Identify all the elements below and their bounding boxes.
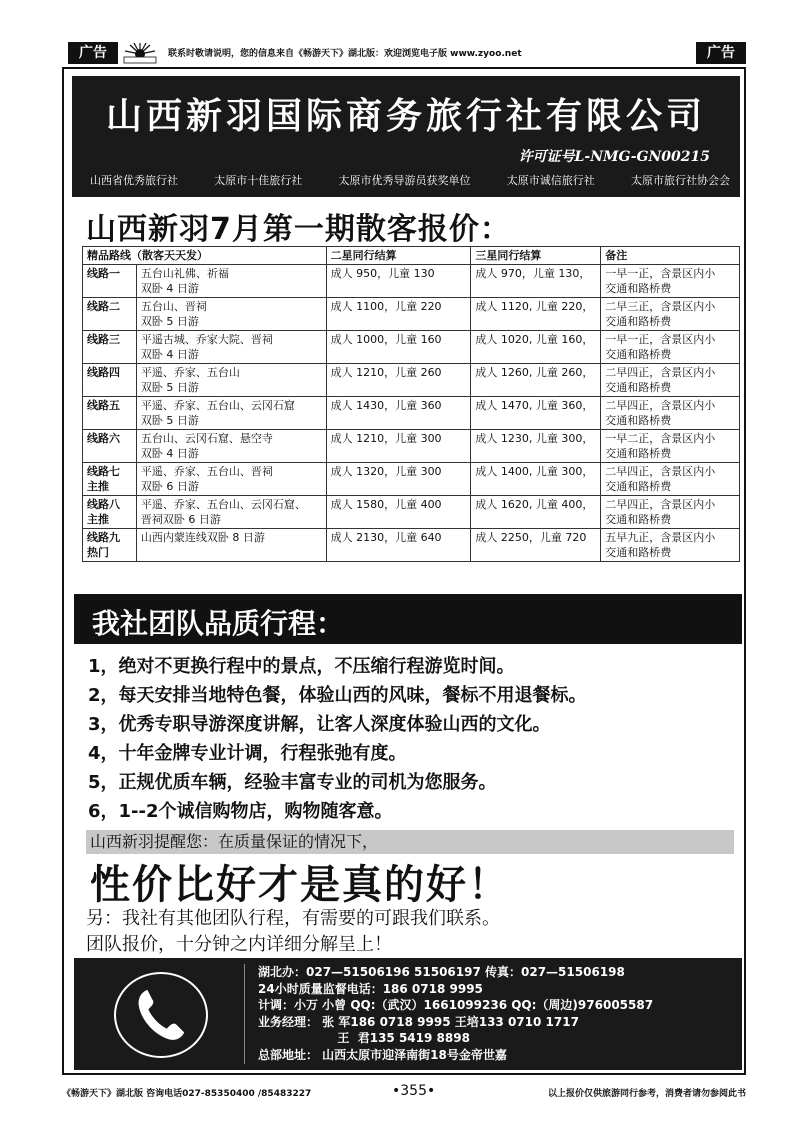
license-number: 许可证号L-NMG-GN00215 — [518, 149, 710, 165]
price-two-star: 成人 1320，儿童 300 — [326, 463, 471, 496]
other-routes-note: 另：我社有其他团队行程，有需要的可跟我们联系。 — [86, 908, 500, 929]
route-text: 五台山礼佛、祈福 — [140, 267, 229, 280]
note-text: 二早四正，含景区内小 — [605, 498, 716, 511]
reminder-banner: 山西新羽提醒您：在质量保证的情况下， — [86, 830, 734, 854]
company-name: 山西新羽国际商务旅行社有限公司 — [105, 95, 706, 137]
line-name: 线路四 — [87, 366, 120, 379]
route-text: 平遥、乔家、五台山、云冈石窟 — [140, 399, 295, 412]
note-text-2: 交通和路桥费 — [605, 414, 672, 427]
route-text: 平遥、乔家、五台山 — [140, 366, 240, 379]
ad-label-left: 广告 — [68, 42, 118, 64]
table-row — [83, 496, 740, 529]
note-text-2: 交通和路桥费 — [605, 315, 672, 328]
price-three-star: 成人 1620, 儿童 400， — [471, 496, 601, 529]
honor-item: 太原市旅行社协会会 — [631, 174, 730, 187]
price-two-star: 成人 1100，儿童 220 — [326, 298, 471, 331]
note-text-2: 交通和路桥费 — [605, 546, 672, 559]
promise-list — [88, 652, 587, 826]
list-item: 2，每天安排当地特色餐，体验山西的风味，餐标不用退餐标。 — [88, 685, 587, 706]
note-text: 一早一正，含景区内小 — [605, 333, 716, 346]
footer-right: 以上报价仅供旅游同行参考，消费者请勿参阅此书 — [547, 1089, 746, 1099]
price-two-star: 成人 2130，儿童 640 — [326, 529, 471, 562]
table-row — [83, 298, 740, 331]
company-header — [72, 76, 740, 197]
price-three-star: 成人 1470, 儿童 360， — [471, 397, 601, 430]
quote-note: 团队报价，十分钟之内详细分解呈上！ — [86, 934, 392, 955]
price-three-star: 成人 1230, 儿童 300， — [471, 430, 601, 463]
table-row — [83, 397, 740, 430]
source-info: 联系时敬请说明，您的信息来自《畅游天下》湖北版：欢迎浏览电子版 www.zyoo.net — [168, 49, 522, 59]
list-item: 4，十年金牌专业计调，行程张弛有度。 — [88, 743, 407, 764]
price-two-star: 成人 1210，儿童 300 — [326, 430, 471, 463]
table-header-row — [83, 247, 740, 265]
route-text: 平遥、乔家、五台山、云冈石窟、 — [140, 498, 306, 511]
note-text: 二早四正，含景区内小 — [605, 399, 716, 412]
route-price-table — [82, 246, 740, 562]
line-name: 线路九 — [87, 531, 120, 544]
table-row — [83, 529, 740, 562]
team-section-header — [74, 594, 742, 644]
honor-item: 太原市诚信旅行社 — [506, 174, 595, 187]
route-duration: 双卧 4 日游 — [140, 282, 199, 295]
note-text: 一早一正，含景区内小 — [605, 267, 716, 280]
price-three-star: 成人 1020, 儿童 160， — [471, 331, 601, 364]
note-text: 二早四正，含景区内小 — [605, 465, 716, 478]
honor-item: 太原市优秀导游员获奖单位 — [338, 174, 471, 187]
contact-divider — [244, 964, 245, 1064]
table-row — [83, 265, 740, 298]
note-text: 二早三正，含景区内小 — [605, 300, 716, 313]
route-duration: 晋祠双卧 6 日游 — [140, 513, 221, 526]
sun-logo-icon — [122, 42, 158, 64]
price-three-star: 成人 2250，儿童 720 — [471, 529, 601, 562]
note-text: 一早二正，含景区内小 — [605, 432, 716, 445]
route-duration: 双卧 5 日游 — [140, 315, 199, 328]
price-two-star: 成人 1000，儿童 160 — [326, 331, 471, 364]
line-name: 线路六 — [87, 432, 120, 445]
route-duration: 双卧 4 日游 — [140, 447, 199, 460]
contact-line-planners: 计调：小万 小曾 QQ:（武汉）1661099236 QQ:（周边)976005587 — [258, 998, 654, 1012]
note-text-2: 交通和路桥费 — [605, 282, 672, 295]
table-row — [83, 430, 740, 463]
note-text-2: 交通和路桥费 — [605, 447, 672, 460]
price-three-star: 成人 1400, 儿童 300， — [471, 463, 601, 496]
line-name: 线路二 — [87, 300, 120, 313]
contact-line-managers-2: 王 君135 5419 8898 — [258, 1031, 470, 1045]
honor-item: 太原市十佳旅行社 — [214, 174, 303, 187]
header-note: 备注 — [601, 247, 740, 265]
line-name: 线路三 — [87, 333, 120, 346]
price-two-star: 成人 950，儿童 130 — [326, 265, 471, 298]
footer-left: 《畅游天下》湖北版 咨询电话027-85350400 /85483227 — [62, 1089, 312, 1099]
price-title: 山西新羽7月第一期散客报价： — [86, 212, 511, 247]
route-duration: 双卧 5 日游 — [140, 381, 199, 394]
top-bar — [60, 42, 746, 66]
line-name: 线路七 — [87, 465, 120, 478]
contact-line-address: 总部地址： 山西太原市迎泽南街18号金帝世嘉 — [258, 1047, 507, 1062]
honors-list — [90, 172, 730, 188]
honor-item: 山西省优秀旅行社 — [90, 174, 178, 187]
contact-line-hubei-office: 湖北办：027—51506196 51506197 传真：027—51506198 — [258, 965, 625, 979]
team-title: 我社团队品质行程： — [92, 607, 345, 640]
line-tag: 主推 — [87, 513, 109, 526]
price-two-star: 成人 1210，儿童 260 — [326, 364, 471, 397]
note-text: 五早九正，含景区内小 — [605, 531, 716, 544]
price-three-star: 成人 970，儿童 130， — [471, 265, 601, 298]
contact-details — [258, 964, 653, 1063]
route-text: 平遥古城、乔家大院、晋祠 — [140, 333, 273, 346]
note-text: 二早四正，含景区内小 — [605, 366, 716, 379]
note-text-2: 交通和路桥费 — [605, 381, 672, 394]
table-row — [83, 331, 740, 364]
note-text-2: 交通和路桥费 — [605, 513, 672, 526]
route-duration: 双卧 4 日游 — [140, 348, 199, 361]
note-text-2: 交通和路桥费 — [605, 480, 672, 493]
list-item: 1，绝对不更换行程中的景点，不压缩行程游览时间。 — [88, 656, 515, 677]
note-text-2: 交通和路桥费 — [605, 348, 672, 361]
route-text: 五台山、晋祠 — [140, 300, 207, 313]
price-two-star: 成人 1580，儿童 400 — [326, 496, 471, 529]
header-route: 精品路线（散客天天发） — [83, 247, 327, 265]
table-row — [83, 463, 740, 496]
header-three-star: 三星同行结算 — [471, 247, 601, 265]
price-three-star: 成人 1260, 儿童 260， — [471, 364, 601, 397]
line-name: 线路五 — [87, 399, 120, 412]
route-text: 平遥、乔家、五台山、晋祠 — [140, 465, 273, 478]
list-item: 6，1--2个诚信购物店，购物随客意。 — [88, 801, 393, 822]
line-tag: 热门 — [87, 546, 109, 559]
table-row — [83, 364, 740, 397]
price-two-star: 成人 1430，儿童 360 — [326, 397, 471, 430]
route-text: 五台山、云冈石窟、悬空寺 — [140, 432, 273, 445]
line-name: 线路八 — [87, 498, 120, 511]
contact-line-quality-hotline: 24小时质量监督电话：186 0718 9995 — [258, 981, 483, 996]
contact-panel — [74, 958, 742, 1070]
page-number: •355• — [392, 1083, 436, 1099]
line-name: 线路一 — [87, 267, 120, 280]
list-item: 5，正规优质车辆，经验丰富专业的司机为您服务。 — [88, 772, 497, 793]
contact-line-managers: 业务经理： 张 军186 0718 9995 王培133 0710 1717 — [258, 1014, 579, 1029]
line-tag: 主推 — [87, 480, 109, 493]
route-text: 山西内蒙连线双卧 8 日游 — [140, 531, 265, 544]
slogan: 性价比好才是真的好！ — [90, 862, 510, 908]
route-duration: 双卧 6 日游 — [140, 480, 199, 493]
route-duration: 双卧 5 日游 — [140, 414, 199, 427]
ad-label-right: 广告 — [696, 42, 746, 64]
price-three-star: 成人 1120, 儿童 220， — [471, 298, 601, 331]
header-two-star: 二星同行结算 — [326, 247, 471, 265]
list-item: 3，优秀专职导游深度讲解，让客人深度体验山西的文化。 — [88, 714, 551, 735]
phone-icon — [114, 972, 208, 1058]
